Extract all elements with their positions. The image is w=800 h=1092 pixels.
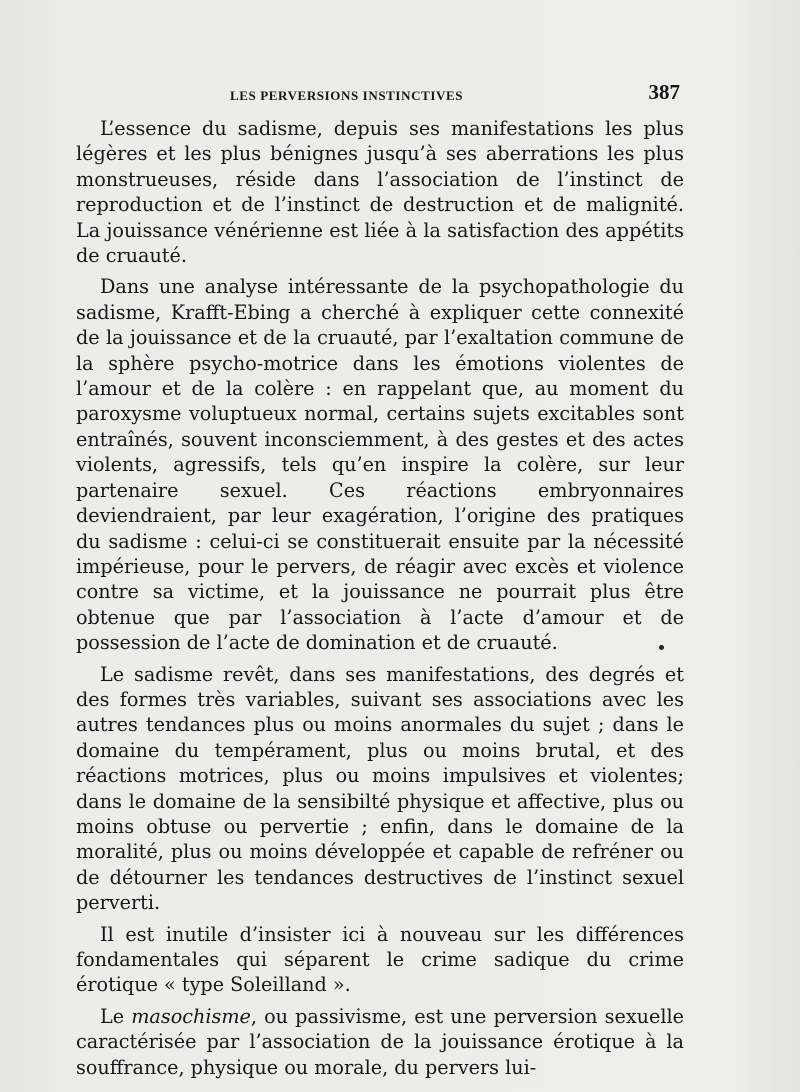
running-head <box>230 80 680 106</box>
running-title: LES PERVERSIONS INSTINCTIVES <box>230 88 464 103</box>
ink-dot-mark <box>659 645 664 650</box>
paragraph-sadism-forms: Le sadisme revêt, dans ses manifestations, des degrés et des formes très variables, suivant ses associations avec les autres tendances plus ou moins anormales du sujet ; dans le domaine du tempérament, plus ou moins brutal, et des réactions motrices, plus ou moins impulsives et violentes; dans le domaine de la sensibilté physique et affective, plus ou moins obtuse ou pervertie ; enfin, dans le domaine de la moralité, plus ou moins développée et capable de refréner ou de détourner les tendances destructives de l’instinct sexuel perverti. <box>76 662 684 915</box>
paragraph-soleilland-crime: Il est inutile d’insister ici à nouveau sur les différences fondamentales qui séparent le crime sadique du crime érotique « type Soleilland ». <box>76 922 684 997</box>
paragraph-krafft-ebing-analysis: Dans une analyse intéressante de la psychopathologie du sadisme, Krafft-Ebing a cherché à expliquer cette connexité de la jouissance et de la cruauté, par l’exaltation commune de la sphère psycho-motrice dans les émotions violentes de l’amour et de la colère : en rappelant que, au moment du paroxysme voluptueux normal, certains sujets excitables sont entraînés, souvent inconsciemment, à des gestes et des actes violents, agressifs, tels qu’en inspire la colère, sur leur partenaire sexuel. Ces réactions embryonnaires deviendraient, par leur exagération, l’origine des pratiques du sadisme : celui-ci se constituerait ensuite par la nécessité impérieuse, pour le pervers, de réagir avec excès et violence contre sa victime, et la jouissance ne pourrait plus être obtenue que par l’association à l’acte d’amour et de possession de l’acte de domination et de cruauté. <box>76 275 684 655</box>
paragraph-sadism-essence: L’essence du sadisme, depuis ses manifestations les plus légères et les plus bénignes jusqu’à ses aberrations les plus monstrueuses, réside dans l’association de l’instinct de reproduction et de l’instinct de destruction et de malignité. La jouissance vénérienne est liée à la satisfaction des appétits de cruauté. <box>76 117 684 268</box>
paragraph-masochism <box>76 1004 684 1080</box>
body-text <box>76 116 684 1080</box>
masochism-term: masochisme <box>131 1004 251 1028</box>
masochism-intro: Le <box>100 1004 132 1028</box>
page-number: 387 <box>648 80 680 104</box>
masochism-definition: , ou passivisme, est une perversion sexuelle caractérisée par l’association de la jouissance érotique à la souffrance, physique ou morale, du pervers lui- <box>76 1004 685 1079</box>
